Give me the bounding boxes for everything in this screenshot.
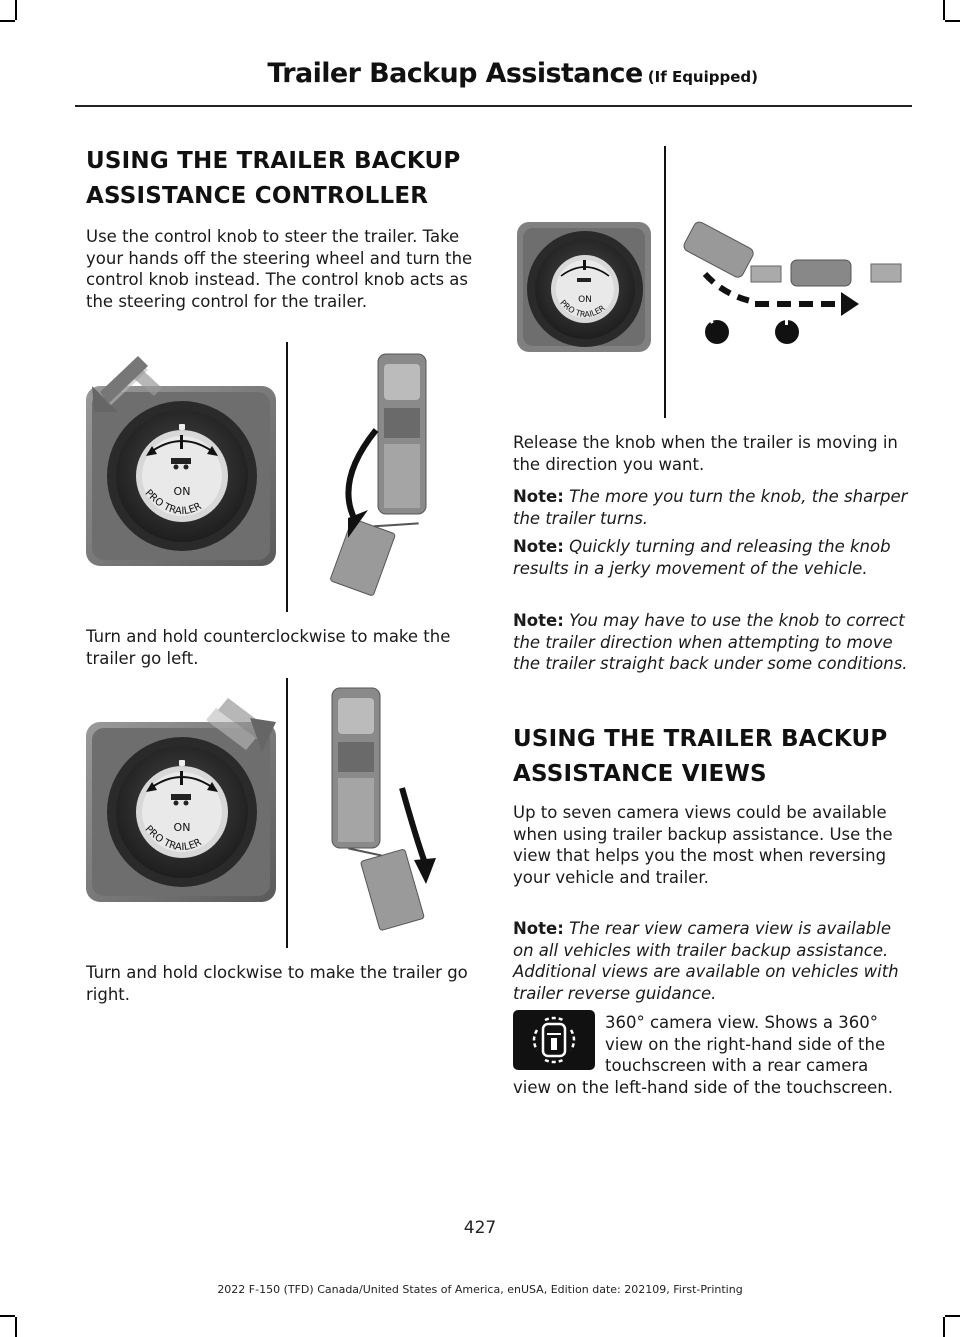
note-label: Note: bbox=[513, 487, 564, 506]
crop-mark bbox=[15, 1317, 17, 1337]
knob-brand-text: PRO TRAILER bbox=[142, 487, 204, 518]
crop-mark bbox=[0, 1315, 15, 1317]
crop-mark bbox=[945, 20, 960, 22]
intro-paragraph: Use the control knob to steer the trailer. Take your hands off the steering wheel and turn the control knob instead. The control knob acts as the steering control for the trailer. bbox=[86, 227, 473, 311]
caption-cw: Turn and hold clockwise to make the trailer go right. bbox=[86, 963, 468, 1004]
note-1 bbox=[513, 486, 908, 529]
page-number: 427 bbox=[463, 1218, 497, 1238]
crop-mark bbox=[943, 0, 945, 20]
heading-line: ASSISTANCE CONTROLLER bbox=[86, 183, 429, 209]
note-label: Note: bbox=[513, 611, 564, 630]
crop-mark bbox=[945, 1315, 960, 1317]
header-title: Trailer Backup Assistance bbox=[267, 58, 643, 89]
crop-mark bbox=[0, 20, 15, 22]
trailer-small bbox=[751, 266, 781, 282]
ccw-illustration bbox=[86, 342, 466, 612]
note-text: The rear view camera view is available on all vehicles with trailer backup assistance. Additional views are available on vehicles with trailer reverse guidance. bbox=[513, 919, 899, 1003]
knob-brand-text: PRO TRAILER bbox=[558, 298, 607, 320]
heading-line: ASSISTANCE VIEWS bbox=[513, 761, 767, 787]
note-label: Note: bbox=[513, 919, 564, 938]
truck-top-view bbox=[378, 354, 426, 514]
heading-line: USING THE TRAILER BACKUP bbox=[86, 148, 461, 174]
knob-indicator-turned-icon bbox=[705, 317, 729, 344]
figure-counterclockwise bbox=[86, 342, 466, 612]
note-text: The more you turn the knob, the sharper the trailer turns. bbox=[513, 487, 908, 528]
header-qualifier: (If Equipped) bbox=[647, 68, 758, 86]
crop-mark bbox=[15, 0, 17, 20]
knob-on-label: ON bbox=[173, 485, 191, 498]
note-text: Quickly turning and releasing the knob results in a jerky movement of the vehicle. bbox=[513, 537, 891, 578]
note-3 bbox=[513, 610, 910, 675]
section-heading bbox=[86, 144, 486, 214]
trailer-small bbox=[871, 264, 901, 282]
knob-on-label: ON bbox=[578, 295, 592, 305]
camera-360-text: 360° camera view. Shows a 360° view on the right-hand side of the touchscreen with a rear camera view on the left-hand side of the touchscreen. bbox=[513, 1013, 893, 1097]
views-note bbox=[513, 918, 910, 1004]
note-label: Note: bbox=[513, 537, 564, 556]
crop-mark bbox=[943, 1317, 945, 1337]
figure-release-knob bbox=[515, 146, 915, 418]
note-text: You may have to use the knob to correct the trailer direction when attempting to move the trailer straight back under some conditions. bbox=[513, 611, 908, 673]
release-paragraph: Release the knob when the trailer is moving in the direction you want. bbox=[513, 433, 898, 474]
cw-illustration bbox=[86, 678, 466, 948]
path-arrow-icon bbox=[348, 430, 376, 522]
header-rule bbox=[75, 105, 912, 107]
truck-top-view bbox=[332, 688, 380, 848]
knob-on-label: ON bbox=[173, 821, 191, 834]
trailer-top-view bbox=[330, 502, 419, 603]
edition-line: 2022 F-150 (TFD) Canada/United States of America, enUSA, Edition date: 202109, First-Printing bbox=[217, 1283, 743, 1296]
knob-brand-text: PRO TRAILER bbox=[142, 823, 204, 854]
note-2 bbox=[513, 536, 908, 579]
release-illustration bbox=[515, 146, 915, 418]
running-header bbox=[267, 58, 758, 89]
caption-ccw: Turn and hold counterclockwise to make the trailer go left. bbox=[86, 627, 451, 668]
camera-360-description bbox=[513, 1012, 910, 1098]
truck-straight bbox=[791, 260, 851, 286]
section-heading-views bbox=[513, 722, 913, 792]
truck-turning bbox=[682, 220, 755, 279]
knob-indicator-center-icon bbox=[775, 318, 799, 344]
figure-clockwise bbox=[86, 678, 466, 948]
heading-line: USING THE TRAILER BACKUP bbox=[513, 726, 888, 752]
views-intro-paragraph: Up to seven camera views could be available when using trailer backup assistance. Use the view that helps you the most when reversing your vehicle and trailer. bbox=[513, 803, 893, 887]
